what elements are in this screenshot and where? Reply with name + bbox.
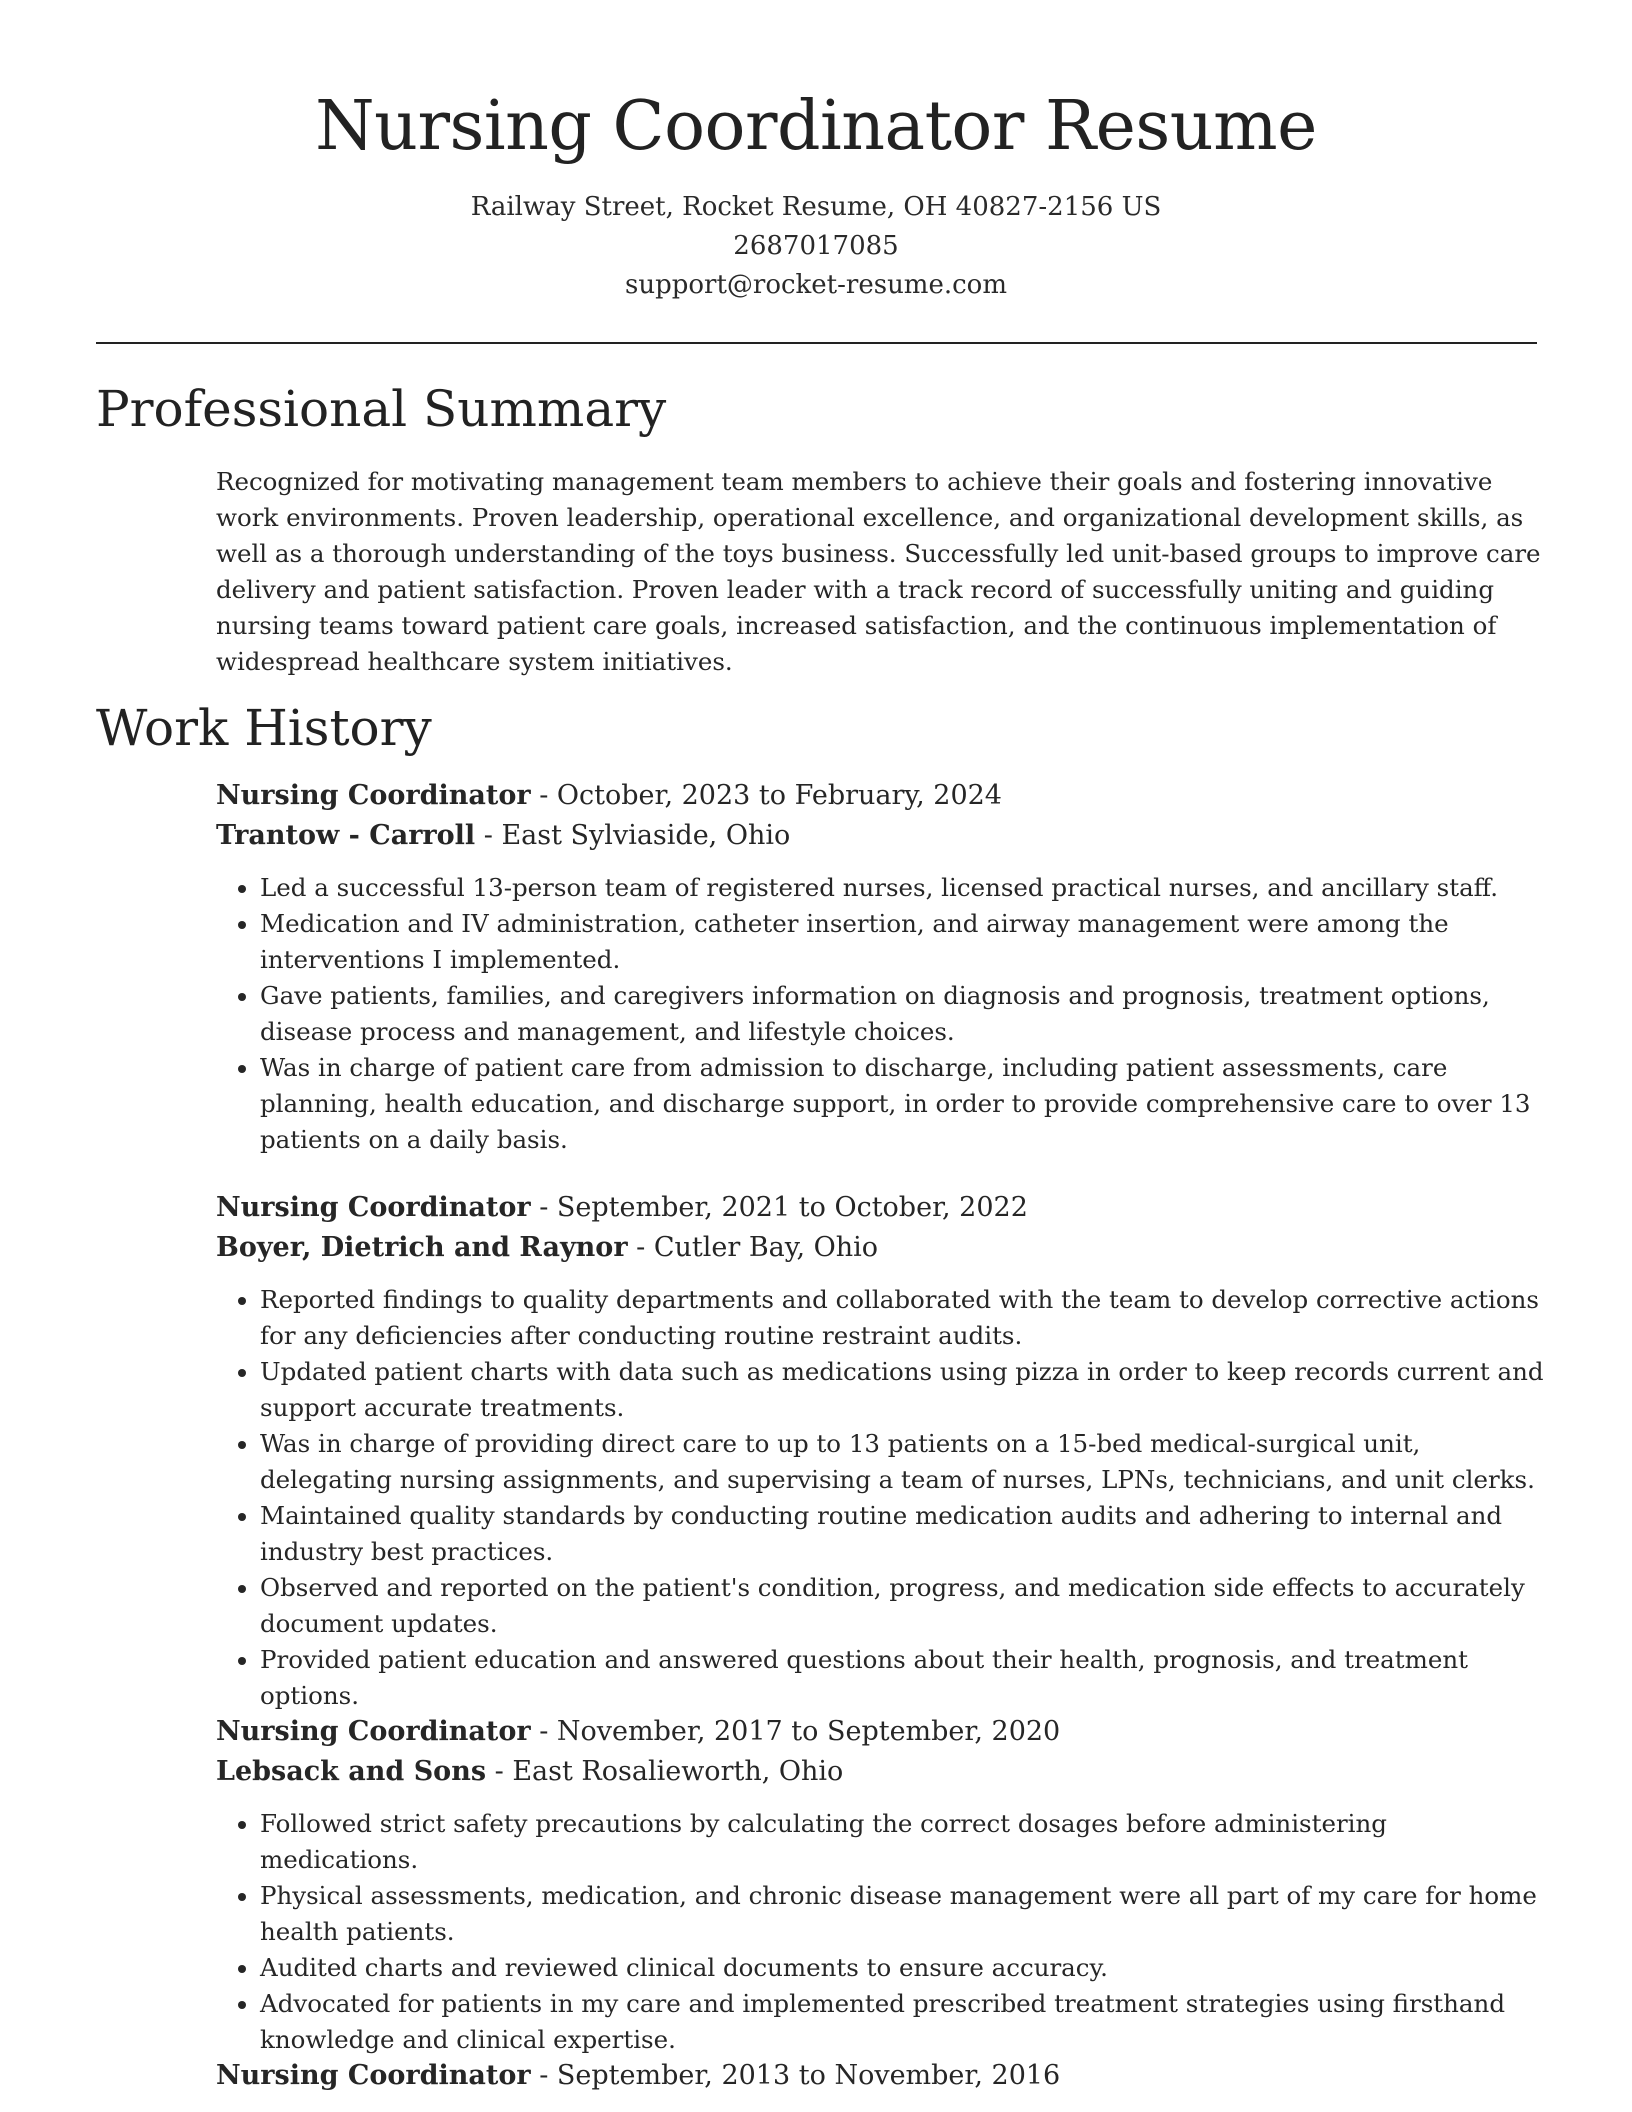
work-history-heading: Work History (96, 699, 432, 757)
job-bullet: • Advocated for patients in my care and implemented prescribed treatment strategies using firsthand knowledge and clinical expertise. (260, 1986, 1546, 2058)
job-title: Nursing Coordinator (216, 1192, 531, 1223)
job-company-line (216, 1752, 1546, 1792)
job-title-line (216, 1188, 1546, 1228)
job-dates: - October, 2023 to February, 2024 (530, 780, 1002, 811)
job-entry (216, 1712, 1546, 2058)
contact-block (0, 188, 1632, 305)
job-dates: - September, 2013 to November, 2016 (530, 2060, 1061, 2091)
job-bullet: • Observed and reported on the patient's condition, progress, and medication side effects to accurately document updates. (260, 1570, 1546, 1642)
job-bullet: • Gave patients, families, and caregivers information on diagnosis and prognosis, treatment options, disease process and management, and lifestyle choices. (260, 978, 1546, 1050)
job-bullet: • Provided patient education and answered questions about their health, prognosis, and treatment options. (260, 1642, 1546, 1714)
contact-address: Railway Street, Rocket Resume, OH 40827-2156 US (470, 192, 1162, 222)
job-title-line (216, 2056, 1546, 2096)
job-bullet: • Was in charge of patient care from admission to discharge, including patient assessments, care planning, health education, and discharge support, in order to provide comprehensive care to over 13 patients on a daily basis. (260, 1050, 1546, 1158)
job-dates: - November, 2017 to September, 2020 (530, 1716, 1061, 1747)
job-title-line (216, 776, 1546, 816)
job-company-line (216, 816, 1546, 856)
job-bullet: • Updated patient charts with data such as medications using pizza in order to keep records current and support accurate treatments. (260, 1354, 1546, 1426)
job-location: - East Sylviaside, Ohio (475, 820, 791, 851)
job-bullet: • Physical assessments, medication, and chronic disease management were all part of my care for home health patients. (260, 1878, 1546, 1950)
header-divider (96, 342, 1537, 344)
job-entry (216, 2056, 1546, 2096)
job-location: - Cutler Bay, Ohio (627, 1232, 879, 1263)
job-dates: - September, 2021 to October, 2022 (530, 1192, 1028, 1223)
summary-text: Recognized for motivating management team members to achieve their goals and fostering innovative work environments. Proven leadership, operational excellence, and organizational development skills, as well as a thorough understanding of the toys business. Successfully led unit-based groups to improve care delivery and patient satisfaction. Proven leader with a track record of successfully uniting and guiding nursing teams toward patient care goals, increased satisfaction, and the continuous implementation of widespread healthcare system initiatives. (216, 467, 1541, 676)
resume-header (0, 0, 1632, 305)
job-title: Nursing Coordinator (216, 780, 531, 811)
resume-title: Nursing Coordinator Resume (315, 87, 1317, 166)
job-bullet: • Followed strict safety precautions by calculating the correct dosages before administering medications. (260, 1806, 1546, 1878)
job-bullets (216, 870, 1546, 1158)
job-entry (216, 776, 1546, 1158)
job-company: Lebsack and Sons (216, 1756, 487, 1787)
job-bullets (216, 1282, 1546, 1714)
job-bullet: • Led a successful 13-person team of registered nurses, licensed practical nurses, and ancillary staff. (260, 870, 1546, 906)
job-company-line (216, 1228, 1546, 1268)
job-title: Nursing Coordinator (216, 1716, 531, 1747)
job-entry (216, 1188, 1546, 1714)
job-title-line (216, 1712, 1546, 1752)
job-bullet: • Was in charge of providing direct care to up to 13 patients on a 15-bed medical-surgical unit, delegating nursing assignments, and supervising a team of nurses, LPNs, technicians, and unit clerks. (260, 1426, 1546, 1498)
job-bullets (216, 1806, 1546, 2058)
summary-heading: Professional Summary (96, 380, 667, 438)
contact-phone: 2687017085 (733, 231, 899, 261)
job-bullet: • Medication and IV administration, catheter insertion, and airway management were among the interventions I implemented. (260, 906, 1546, 978)
job-title: Nursing Coordinator (216, 2060, 531, 2091)
contact-email: support@rocket-resume.com (624, 270, 1007, 300)
job-bullet: • Maintained quality standards by conducting routine medication audits and adhering to internal and industry best practices. (260, 1498, 1546, 1570)
job-company: Boyer, Dietrich and Raynor (216, 1232, 628, 1263)
job-bullet: • Audited charts and reviewed clinical documents to ensure accuracy. (260, 1950, 1546, 1986)
job-bullet: • Reported findings to quality departments and collaborated with the team to develop corrective actions for any deficiencies after conducting routine restraint audits. (260, 1282, 1546, 1354)
job-location: - East Rosalieworth, Ohio (486, 1756, 844, 1787)
job-company: Trantow - Carroll (216, 820, 476, 851)
